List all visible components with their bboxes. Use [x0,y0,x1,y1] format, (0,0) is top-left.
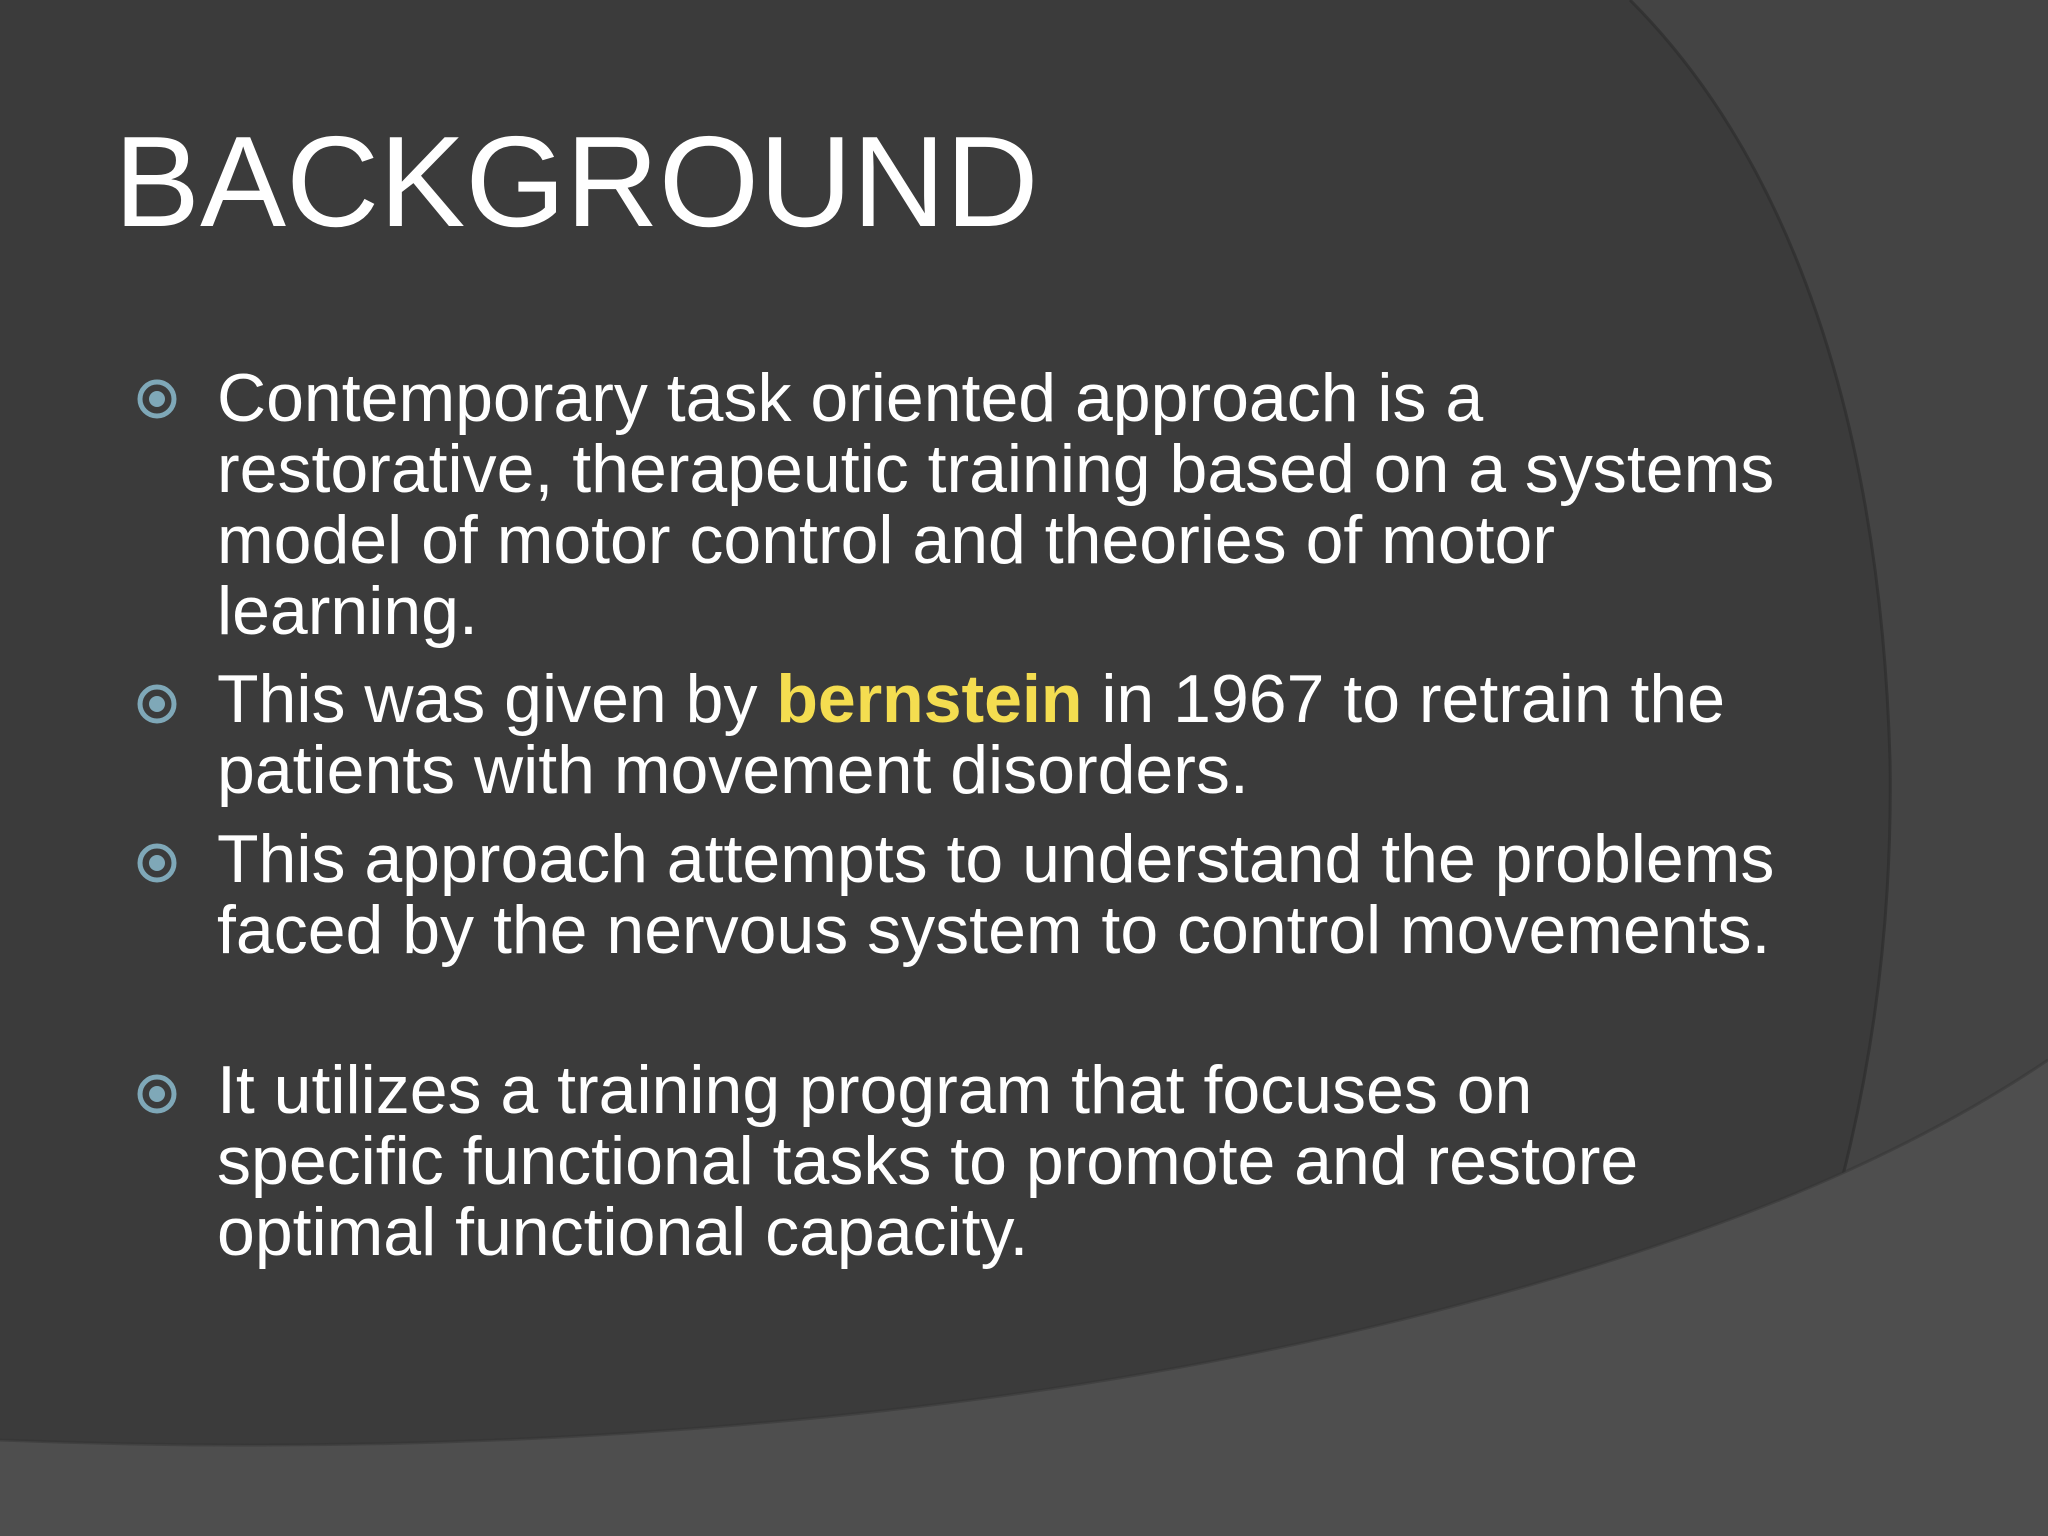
circled-dot-icon [136,378,178,420]
circled-dot-icon [136,683,178,725]
bullet-text-before: This was given by [217,661,777,737]
bullet-text-after: in 1967 to retrain the patients with movement disorders. [217,661,1726,808]
circled-dot-icon [136,842,178,884]
slide-title: BACKGROUND [114,110,1039,254]
highlighted-name: bernstein [776,661,1083,737]
bullet-text: It utilizes a training program that focuses on specific functional tasks to promote and restore optimal functional capacity. [217,1052,1639,1270]
bullet-text [217,661,1777,808]
bullet-text: This approach attempts to understand the problems faced by the nervous system to control movements. [217,821,1775,968]
bullet-text: Contemporary task oriented approach is a restorative, therapeutic training based on a systems model of motor control and theories of motor learning. [217,360,1775,649]
circled-dot-icon [136,1073,178,1115]
